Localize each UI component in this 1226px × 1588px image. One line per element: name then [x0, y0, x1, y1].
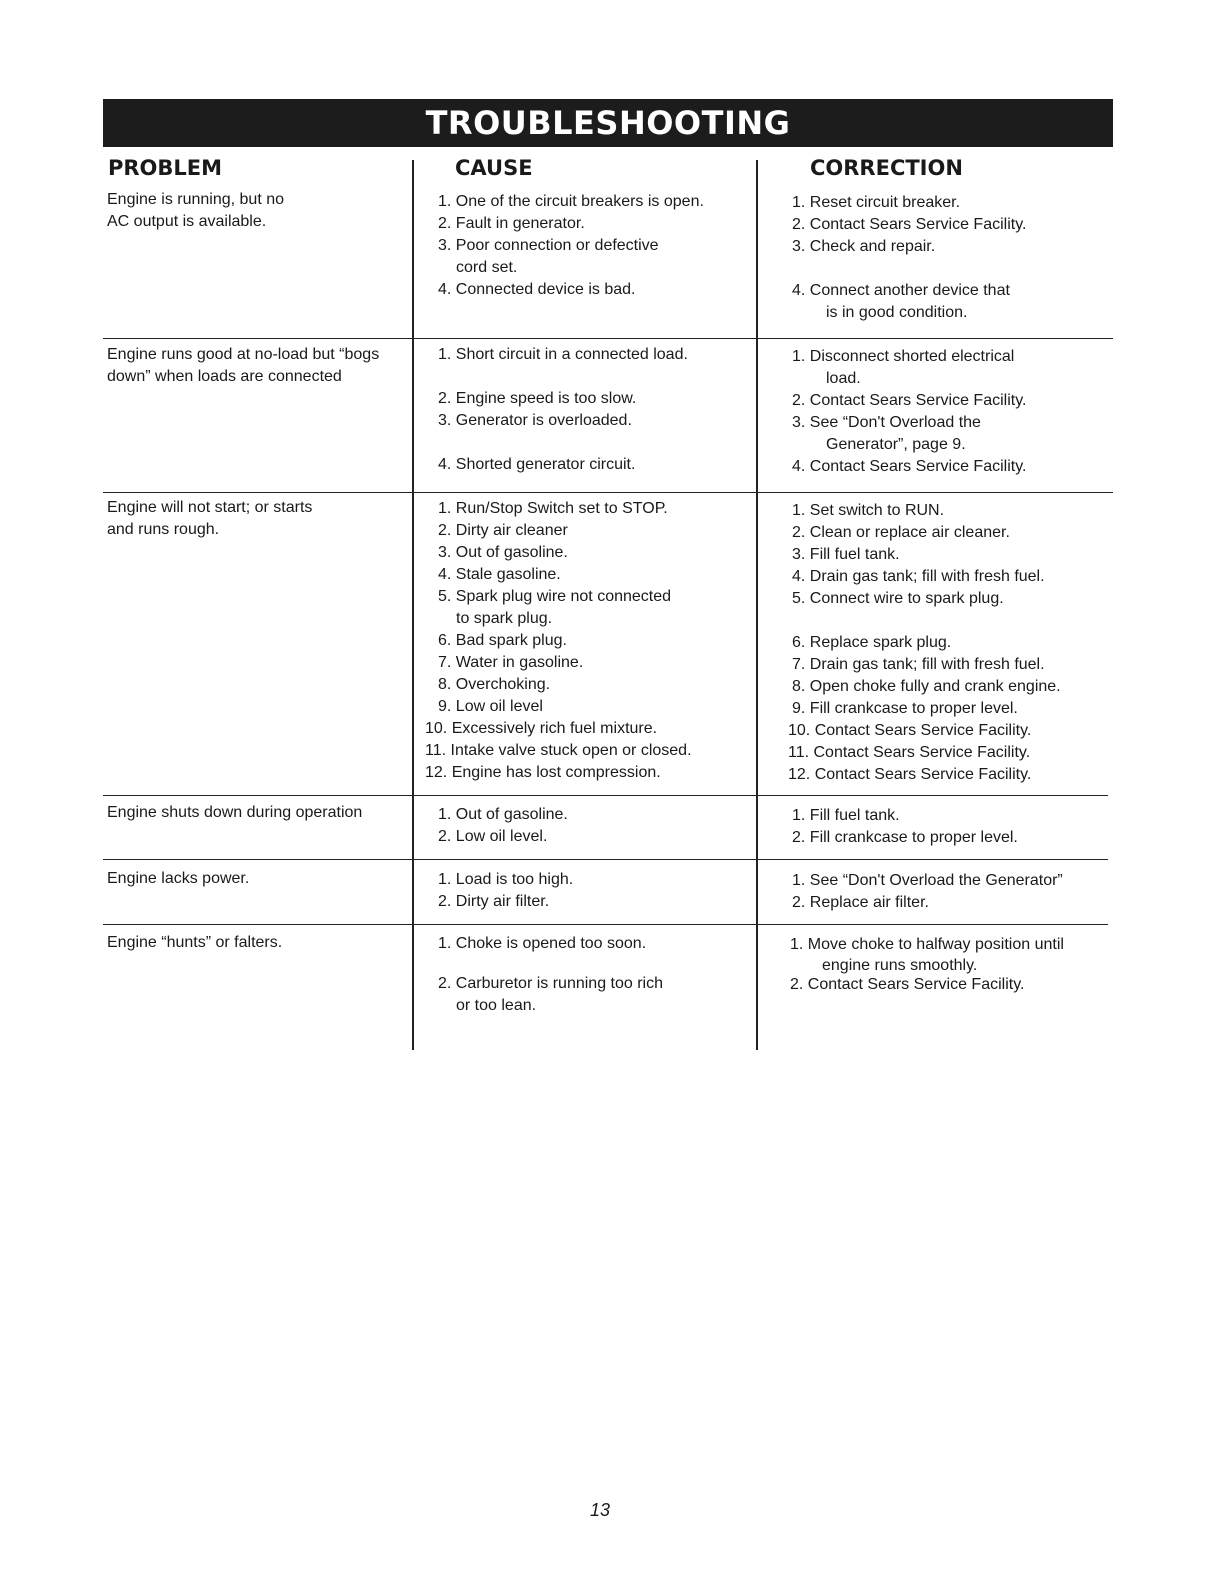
correction-line: is in good condition.	[826, 304, 968, 321]
correction-line: load.	[826, 370, 861, 387]
correction-line: 4. Contact Sears Service Facility.	[792, 458, 1027, 475]
cause-line: 1. One of the circuit breakers is open.	[438, 193, 704, 210]
correction-line: 10. Contact Sears Service Facility.	[788, 722, 1032, 739]
row-divider	[103, 859, 1108, 860]
cause-line: 10. Excessively rich fuel mixture.	[425, 720, 658, 737]
correction-line: 2. Contact Sears Service Facility.	[790, 976, 1025, 993]
correction-line: 3. Check and repair.	[792, 238, 936, 255]
correction-line: 3. Fill fuel tank.	[792, 546, 900, 563]
correction-line: Generator”, page 9.	[826, 436, 966, 453]
correction-line: 1. Fill fuel tank.	[792, 807, 900, 824]
correction-line: 12. Contact Sears Service Facility.	[788, 766, 1032, 783]
problem-line: down” when loads are connected	[107, 368, 342, 385]
cause-line: 9. Low oil level	[438, 698, 543, 715]
correction-line: 1. Reset circuit breaker.	[792, 194, 961, 211]
cause-line: 1. Run/Stop Switch set to STOP.	[438, 500, 668, 517]
correction-line: 1. Disconnect shorted electrical	[792, 348, 1015, 365]
cause-line: 2. Engine speed is too slow.	[438, 390, 637, 407]
cause-line: cord set.	[456, 259, 518, 276]
cause-line: 8. Overchoking.	[438, 676, 551, 693]
cause-line: 3. Poor connection or defective	[438, 237, 659, 254]
row-divider	[103, 492, 1113, 493]
correction-line: 9. Fill crankcase to proper level.	[792, 700, 1018, 717]
column-divider	[756, 160, 758, 1050]
correction-line: 4. Connect another device that	[792, 282, 1010, 299]
cause-line: 4. Shorted generator circuit.	[438, 456, 636, 473]
correction-line: 1. See “Don't Overload the Generator”	[792, 872, 1063, 889]
cause-line: 3. Out of gasoline.	[438, 544, 568, 561]
problem-line: Engine lacks power.	[107, 870, 250, 887]
cause-line: 2. Fault in generator.	[438, 215, 585, 232]
cause-line: 1. Short circuit in a connected load.	[438, 346, 688, 363]
title-bar	[103, 99, 1113, 147]
row-divider	[103, 924, 1108, 925]
problem-line: AC output is available.	[107, 213, 267, 230]
correction-line: 7. Drain gas tank; fill with fresh fuel.	[792, 656, 1045, 673]
cause-line: 11. Intake valve stuck open or closed.	[425, 742, 692, 759]
problem-line: Engine is running, but no	[107, 191, 285, 208]
problem-line: Engine shuts down during operation	[107, 804, 363, 821]
column-divider	[412, 160, 414, 1050]
correction-line: 6. Replace spark plug.	[792, 634, 952, 651]
cause-line: 1. Choke is opened too soon.	[438, 935, 647, 952]
cause-line: 7. Water in gasoline.	[438, 654, 584, 671]
correction-line: 2. Contact Sears Service Facility.	[792, 392, 1027, 409]
correction-line: 1. Set switch to RUN.	[792, 502, 945, 519]
correction-line: 4. Drain gas tank; fill with fresh fuel.	[792, 568, 1045, 585]
cause-line: 2. Dirty air filter.	[438, 893, 550, 910]
problem-line: and runs rough.	[107, 521, 220, 538]
correction-line: 2. Fill crankcase to proper level.	[792, 829, 1018, 846]
cause-header: CAUSE	[455, 156, 533, 180]
cause-line: 2. Dirty air cleaner	[438, 522, 568, 539]
cause-line: 2. Low oil level.	[438, 828, 548, 845]
correction-line: engine runs smoothly.	[822, 957, 978, 974]
problem-header: PROBLEM	[108, 156, 223, 180]
problem-line: Engine runs good at no-load but “bogs	[107, 346, 380, 363]
correction-line: 2. Replace air filter.	[792, 894, 929, 911]
correction-line: 1. Move choke to halfway position until	[790, 936, 1064, 953]
row-divider	[103, 795, 1108, 796]
cause-line: 4. Connected device is bad.	[438, 281, 636, 298]
problem-line: Engine “hunts” or falters.	[107, 934, 283, 951]
correction-line: 2. Contact Sears Service Facility.	[792, 216, 1027, 233]
correction-line: 3. See “Don't Overload the	[792, 414, 981, 431]
cause-line: 1. Out of gasoline.	[438, 806, 568, 823]
page-title: TROUBLESHOOTING	[425, 104, 791, 142]
cause-line: or too lean.	[456, 997, 537, 1014]
row-divider	[103, 338, 1113, 339]
cause-line: 6. Bad spark plug.	[438, 632, 567, 649]
correction-header: CORRECTION	[810, 156, 963, 180]
correction-line: 11. Contact Sears Service Facility.	[788, 744, 1031, 761]
cause-line: 1. Load is too high.	[438, 871, 574, 888]
cause-line: 4. Stale gasoline.	[438, 566, 561, 583]
correction-line: 8. Open choke fully and crank engine.	[792, 678, 1061, 695]
correction-line: 5. Connect wire to spark plug.	[792, 590, 1004, 607]
correction-line: 2. Clean or replace air cleaner.	[792, 524, 1010, 541]
cause-line: 2. Carburetor is running too rich	[438, 975, 663, 992]
page-number: 13	[590, 1500, 611, 1520]
problem-line: Engine will not start; or starts	[107, 499, 313, 516]
cause-line: to spark plug.	[456, 610, 553, 627]
cause-line: 12. Engine has lost compression.	[425, 764, 661, 781]
cause-line: 3. Generator is overloaded.	[438, 412, 632, 429]
cause-line: 5. Spark plug wire not connected	[438, 588, 672, 605]
